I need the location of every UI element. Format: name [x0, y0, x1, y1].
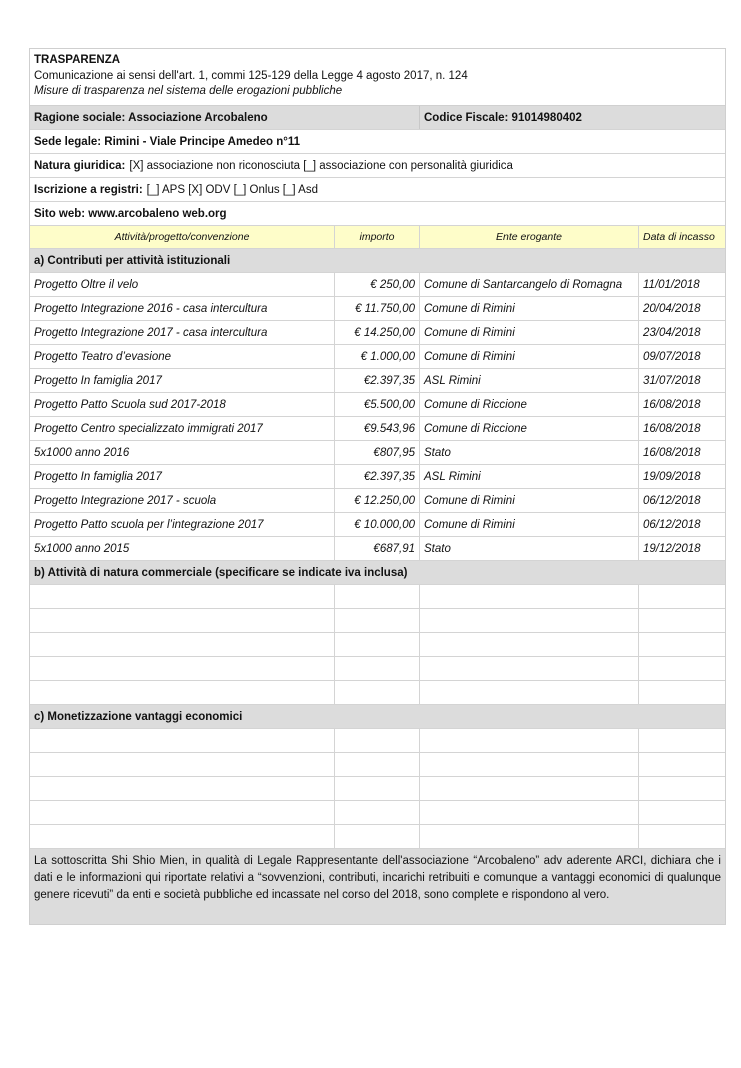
table-row [30, 441, 725, 465]
cell-data: 09/07/2018 [643, 350, 701, 363]
sede-legale-row [30, 130, 725, 154]
natura-giuridica-value: [X] associazione non riconosciuta [_] associazione con personalità giuridica [129, 159, 513, 172]
cell-attivita [30, 777, 335, 800]
column-header-data: Data di incasso [643, 231, 715, 243]
cell-importo: € 10.000,00 [335, 513, 420, 536]
cell-attivita [30, 633, 335, 656]
cell-ente: Stato [420, 537, 639, 560]
table-row [30, 297, 725, 321]
cell-importo [335, 729, 420, 752]
cell-attivita: Progetto Centro specializzato immigrati 2017 [30, 417, 335, 440]
cell-importo [335, 657, 420, 680]
cell-importo [335, 825, 420, 848]
table-row [30, 537, 725, 561]
cell-attivita [30, 657, 335, 680]
natura-giuridica-row [30, 154, 725, 178]
iscrizione-registri-label: Iscrizione a registri: [34, 183, 143, 196]
cell-importo [335, 585, 420, 608]
cell-data [639, 801, 725, 824]
cell-attivita: Progetto Oltre il velo [30, 273, 335, 296]
column-header-attivita: Attività/progetto/convenzione [30, 226, 335, 248]
cell-importo: € 250,00 [335, 273, 420, 296]
section-c-header [30, 705, 725, 729]
natura-giuridica-label: Natura giuridica: [34, 159, 126, 172]
section-a-rows [30, 273, 725, 561]
cell-data [639, 609, 725, 632]
cell-data: 19/09/2018 [643, 470, 701, 483]
cell-ente: Comune di Rimini [420, 513, 639, 536]
cell-attivita [30, 753, 335, 776]
cell-data [639, 729, 725, 752]
cell-data [639, 657, 725, 680]
declaration-footer: La sottoscritta Shi Shio Mien, in qualità di Legale Rappresentante dell'associazione “Arcobaleno” adv aderente ARCI, dichiara che i dati e le informazioni qui riportate relativi a “sovvenzioni, contributi, incarichi retribuiti e comunque a vantaggi economici di qualunque genere ricevuti” da enti e società pubbliche ed incassate nel corso del 2018, sono complete e rispondono al vero. [30, 849, 725, 924]
empty-table-row [30, 777, 725, 801]
codice-fiscale: Codice Fiscale: 91014980402 [424, 111, 582, 124]
empty-table-row [30, 729, 725, 753]
table-row [30, 513, 725, 537]
cell-importo: €2.397,35 [335, 369, 420, 392]
empty-table-row [30, 585, 725, 609]
cell-importo: €687,91 [335, 537, 420, 560]
cell-ente [420, 681, 639, 704]
section-b-rows [30, 585, 725, 705]
cell-data: 06/12/2018 [643, 518, 701, 531]
table-header [30, 226, 725, 249]
ragione-sociale: Ragione sociale: Associazione Arcobaleno [30, 106, 420, 129]
empty-table-row [30, 609, 725, 633]
cell-data [639, 825, 725, 848]
cell-data [639, 777, 725, 800]
section-b-header [30, 561, 725, 585]
cell-attivita: Progetto Patto Scuola sud 2017-2018 [30, 393, 335, 416]
empty-table-row [30, 657, 725, 681]
title-block [30, 49, 725, 106]
cell-ente: Stato [420, 441, 639, 464]
table-row [30, 489, 725, 513]
cell-ente [420, 825, 639, 848]
cell-data: 31/07/2018 [643, 374, 701, 387]
cell-ente [420, 585, 639, 608]
table-row [30, 321, 725, 345]
cell-attivita [30, 609, 335, 632]
cell-attivita: Progetto In famiglia 2017 [30, 369, 335, 392]
section-a-title: a) Contributi per attività istituzionali [34, 254, 231, 267]
natura-giuridica [30, 154, 725, 177]
cell-importo: € 14.250,00 [335, 321, 420, 344]
cell-attivita: Progetto Patto scuola per l’integrazione 2017 [30, 513, 335, 536]
cell-attivita: Progetto Integrazione 2017 - scuola [30, 489, 335, 512]
cell-data: 19/12/2018 [643, 542, 701, 555]
cell-attivita [30, 681, 335, 704]
cell-ente [420, 777, 639, 800]
ragione-codice-row [30, 106, 725, 130]
cell-importo [335, 633, 420, 656]
document-subtitle: Comunicazione ai sensi dell'art. 1, commi 125-129 della Legge 4 agosto 2017, n. 124 [34, 69, 468, 82]
section-a-header [30, 249, 725, 273]
cell-data: 16/08/2018 [643, 422, 701, 435]
cell-data [639, 681, 725, 704]
column-header-importo: importo [335, 226, 420, 248]
document-heading: TRASPARENZA [34, 54, 121, 66]
table-row [30, 345, 725, 369]
cell-ente: Comune di Riccione [420, 417, 639, 440]
table-row [30, 369, 725, 393]
cell-importo [335, 801, 420, 824]
cell-importo: €5.500,00 [335, 393, 420, 416]
section-c-title: c) Monetizzazione vantaggi economici [34, 710, 243, 723]
cell-ente [420, 657, 639, 680]
cell-ente: Comune di Riccione [420, 393, 639, 416]
cell-importo [335, 681, 420, 704]
cell-ente: Comune di Rimini [420, 489, 639, 512]
cell-importo: € 11.750,00 [335, 297, 420, 320]
empty-table-row [30, 801, 725, 825]
cell-data: 23/04/2018 [643, 326, 701, 339]
sito-web-row [30, 202, 725, 226]
iscrizione-registri-value: [_] APS [X] ODV [_] Onlus [_] Asd [146, 183, 318, 196]
cell-attivita: 5x1000 anno 2015 [30, 537, 335, 560]
sede-legale: Sede legale: Rimini - Viale Principe Amedeo n°11 [34, 135, 300, 148]
cell-ente: ASL Rimini [420, 369, 639, 392]
cell-data: 11/01/2018 [643, 278, 700, 291]
cell-ente: Comune di Santarcangelo di Romagna [420, 273, 639, 296]
cell-attivita: Progetto Teatro d’evasione [30, 345, 335, 368]
empty-table-row [30, 681, 725, 705]
cell-ente [420, 633, 639, 656]
iscrizione-registri [30, 178, 725, 201]
cell-ente [420, 609, 639, 632]
cell-data: 06/12/2018 [643, 494, 701, 507]
cell-importo: €9.543,96 [335, 417, 420, 440]
sito-web: Sito web: www.arcobaleno web.org [34, 207, 227, 220]
table-row [30, 417, 725, 441]
cell-ente [420, 729, 639, 752]
iscrizione-registri-row [30, 178, 725, 202]
cell-data [639, 633, 725, 656]
cell-data [639, 753, 725, 776]
empty-table-row [30, 825, 725, 849]
section-c-rows [30, 729, 725, 849]
table-row [30, 393, 725, 417]
cell-attivita [30, 585, 335, 608]
cell-data [639, 585, 725, 608]
cell-ente: Comune di Rimini [420, 321, 639, 344]
cell-attivita [30, 825, 335, 848]
cell-importo: €2.397,35 [335, 465, 420, 488]
cell-ente: Comune di Rimini [420, 297, 639, 320]
cell-importo: € 12.250,00 [335, 489, 420, 512]
empty-table-row [30, 633, 725, 657]
cell-attivita: 5x1000 anno 2016 [30, 441, 335, 464]
cell-importo [335, 753, 420, 776]
cell-attivita [30, 801, 335, 824]
cell-attivita: Progetto In famiglia 2017 [30, 465, 335, 488]
cell-attivita: Progetto Integrazione 2016 - casa intercultura [30, 297, 335, 320]
cell-attivita: Progetto Integrazione 2017 - casa intercultura [30, 321, 335, 344]
cell-data: 16/08/2018 [643, 398, 701, 411]
section-b-title: b) Attività di natura commerciale (specificare se indicate iva inclusa) [34, 566, 408, 579]
cell-importo: €807,95 [335, 441, 420, 464]
document-caption: Misure di trasparenza nel sistema delle erogazioni pubbliche [34, 85, 343, 97]
cell-ente: ASL Rimini [420, 465, 639, 488]
cell-attivita [30, 729, 335, 752]
cell-ente: Comune di Rimini [420, 345, 639, 368]
cell-data: 16/08/2018 [643, 446, 701, 459]
table-row [30, 273, 725, 297]
transparency-document [29, 48, 726, 925]
empty-table-row [30, 753, 725, 777]
column-header-ente: Ente erogante [420, 226, 639, 248]
cell-data: 20/04/2018 [643, 302, 701, 315]
table-row [30, 465, 725, 489]
cell-ente [420, 753, 639, 776]
cell-importo [335, 777, 420, 800]
cell-ente [420, 801, 639, 824]
cell-importo [335, 609, 420, 632]
cell-importo: € 1.000,00 [335, 345, 420, 368]
